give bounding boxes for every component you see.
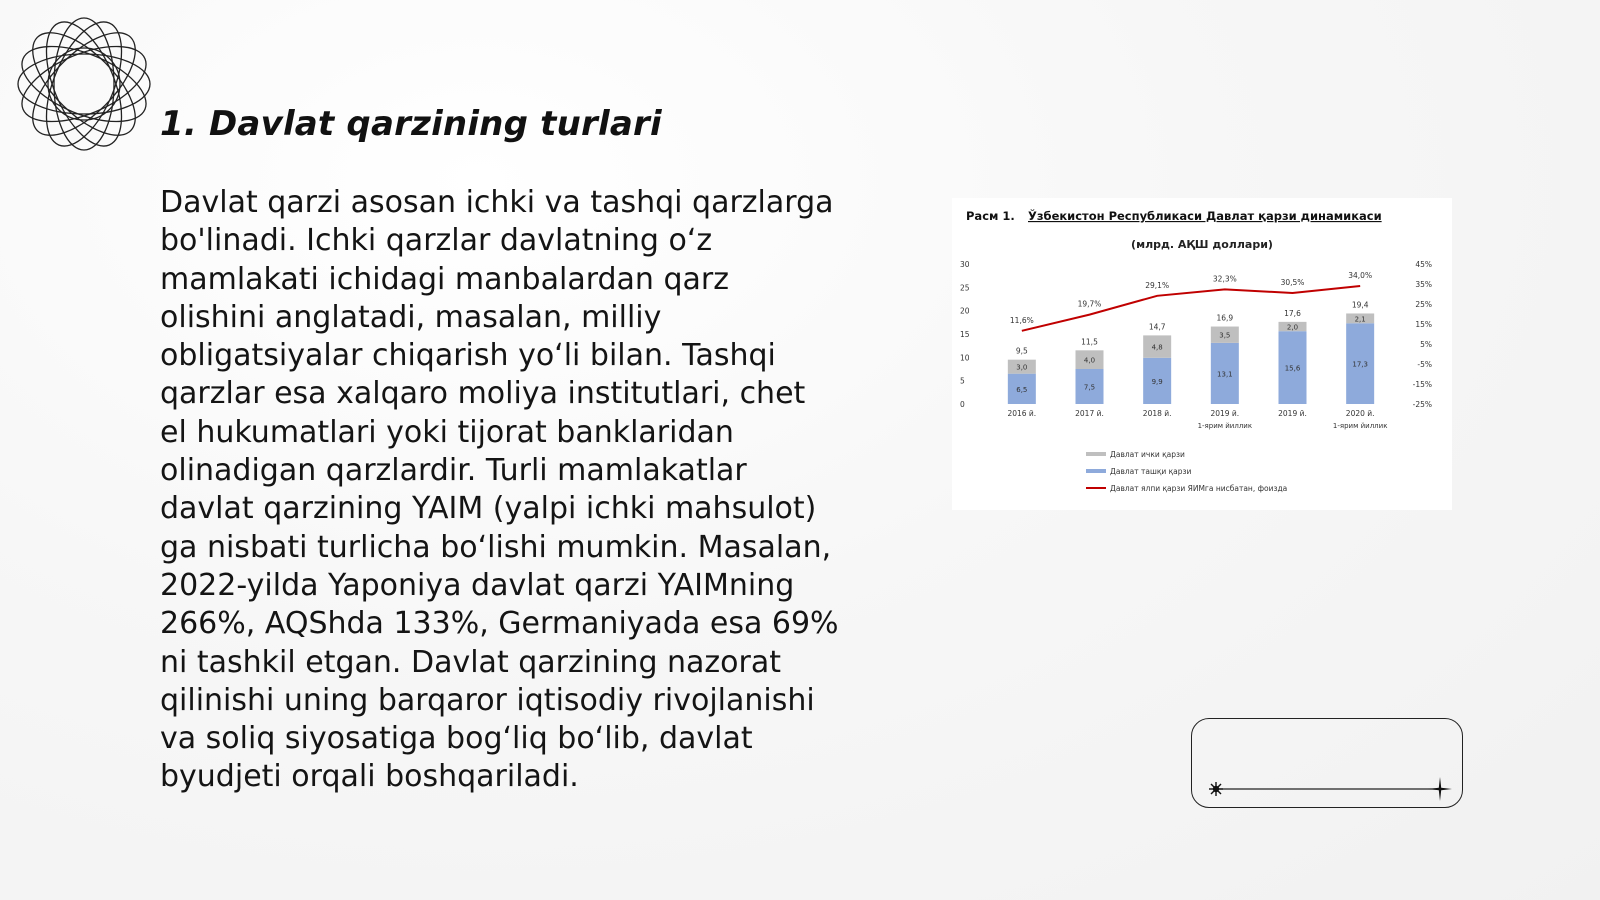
legend-external-swatch	[1086, 469, 1106, 473]
y-tick-right: -25%	[1412, 400, 1432, 409]
y-tick-right: 45%	[1415, 260, 1432, 269]
y-tick-right: 35%	[1415, 280, 1432, 289]
ratio-line	[1022, 286, 1360, 331]
bar-total-label: 16,9	[1216, 313, 1234, 323]
logo-ring	[18, 54, 150, 114]
legend-internal-swatch	[1086, 452, 1106, 456]
x-tick-note: 1-ярим йиллик	[1197, 422, 1253, 430]
y-tick-left: 10	[960, 353, 970, 363]
y-tick-right: -5%	[1417, 360, 1432, 369]
y-tick-left: 30	[960, 260, 970, 269]
slide-body-text: Davlat qarzi asosan ichki va tashqi qarzlarga bo'linadi. Ichki qarzlar davlatning o‘z mamlakati ichidagi manbalardan qarz olishini anglatadi, masalan, milliy obligatsiyalar chiqarish yo‘li bilan. Tashqi qarzlar esa xalqaro moliya institutlari, chet el hukumatlari yoki tijorat banklaridan olinadigan qarzlardir. Turli mamlakatlar davlat qarzining YAIM (yalpi ichki mahsulot) ga nisbati turlicha bo‘lishi mumkin. Masalan, 2022-yilda Yaponiya davlat qarzi YAIMning 266%, AQShda 133%, Germaniyada esa 69% ni tashkil etgan. Davlat qarzining nazorat qilinishi uning barqaror iqtisodiy rivojlanishi va soliq siyosatiga bog‘liq bo‘lib, davlat byudjeti orqali boshqariladi.	[160, 185, 839, 795]
chart-title-prefix: Расм 1.	[966, 209, 1015, 223]
bar-total-label: 17,6	[1284, 308, 1301, 318]
y-tick-left: 15	[960, 330, 970, 339]
circular-line-art-icon	[10, 10, 158, 158]
y-tick-left: 0	[960, 400, 965, 409]
chart-subtitle: (млрд. АҚШ доллари)	[1131, 238, 1273, 251]
ratio-label: 19,7%	[1077, 299, 1102, 309]
ratio-label: 34,0%	[1348, 271, 1373, 280]
bar-label-external: 6,5	[1016, 385, 1028, 394]
ratio-label: 29,1%	[1145, 280, 1170, 290]
bar-label-external: 15,6	[1284, 364, 1301, 373]
bar-label-internal: 2,1	[1354, 315, 1366, 324]
bar-label-external: 17,3	[1352, 360, 1368, 369]
bar-total-label: 19,4	[1351, 300, 1369, 310]
slide-title: 1. Davlat qarzining turlari	[160, 104, 662, 144]
y-tick-right: 15%	[1415, 320, 1432, 329]
logo-ring	[48, 48, 120, 120]
x-tick-label: 2019 й.	[1210, 409, 1240, 418]
chart-title: Ўзбекистон Республикаси Давлат қарзи динамикаси	[1028, 209, 1382, 223]
x-tick-label: 2018 й.	[1142, 409, 1172, 418]
x-tick-label: 2019 й.	[1278, 409, 1307, 418]
bar-total-label: 9,5	[1015, 346, 1028, 356]
x-tick-note: 1-ярим йиллик	[1332, 422, 1388, 430]
logo-ring	[16, 16, 152, 152]
legend-internal-label: Давлат ички қарзи	[1110, 450, 1185, 459]
x-tick-label: 2016 й.	[1007, 409, 1037, 418]
bar-label-internal: 4,8	[1151, 343, 1163, 352]
sparkle-icon	[1209, 782, 1223, 796]
footer-decoration-box	[1191, 718, 1463, 808]
ratio-label: 30,5%	[1280, 278, 1305, 287]
legend-ratio-label: Давлат ялпи қарзи ЯИМга нисбатан, фоизда	[1110, 484, 1288, 493]
bar-label-internal: 3,0	[1016, 363, 1028, 372]
bar-label-external: 7,5	[1083, 383, 1096, 392]
y-tick-left: 25	[960, 283, 970, 293]
logo-ring	[54, 18, 114, 150]
bar-label-internal: 2,0	[1286, 323, 1299, 332]
x-tick-label: 2020 й.	[1345, 409, 1375, 418]
logo-ring	[16, 16, 152, 152]
bar-total-label: 11,5	[1081, 337, 1098, 347]
bar-label-external: 13,1	[1217, 370, 1233, 379]
ratio-label: 11,6%	[1009, 315, 1034, 325]
y-tick-left: 5	[960, 376, 965, 386]
ratio-label: 32,3%	[1212, 274, 1237, 284]
legend-external-label: Давлат ташқи қарзи	[1110, 467, 1192, 476]
y-tick-right: 25%	[1415, 300, 1432, 309]
bar-total-label: 14,7	[1148, 322, 1166, 332]
y-tick-right: -15%	[1412, 380, 1432, 389]
x-tick-label: 2017 й.	[1075, 409, 1104, 418]
debt-dynamics-chart	[952, 198, 1452, 510]
plus-star-icon	[1428, 777, 1452, 801]
y-tick-right: 5%	[1420, 340, 1432, 349]
legend-ratio-swatch	[1086, 487, 1106, 489]
bar-label-internal: 4,0	[1083, 356, 1096, 365]
y-tick-left: 20	[960, 306, 970, 316]
bar-label-internal: 3,5	[1219, 331, 1231, 340]
bar-label-external: 9,9	[1151, 377, 1163, 386]
